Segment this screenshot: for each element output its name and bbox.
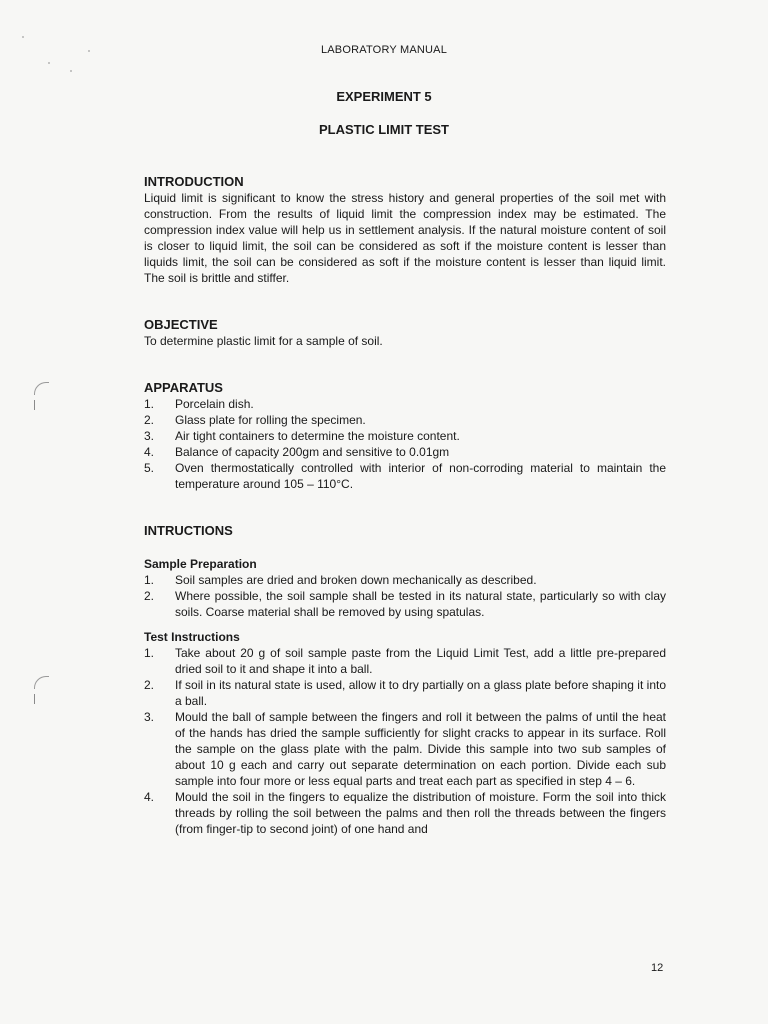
objective-text: To determine plastic limit for a sample of soil.: [144, 334, 383, 348]
list-item: 3. Mould the ball of sample between the fingers and roll it between the palms of until the heat of the hands has dried the sample sufficiently for slight cracks to appear in its surface. Roll the sample on the glass plate with the palm. Divide this sample into two sub samples of about 10 g each and carry out separate determination on each portion. Divide each sub sample into four more or less equal parts and treat each part as specified in step 4 – 6.: [144, 710, 666, 788]
list-item: 1. Take about 20 g of soil sample paste from the Liquid Limit Test, add a little pre-prepared dried soil to it and shape it into a ball.: [144, 646, 666, 676]
binder-hole-mark: [34, 382, 49, 395]
scan-speck: [48, 62, 50, 64]
list-item: 2. If soil in its natural state is used, allow it to dry partially on a glass plate before shaping it into a ball.: [144, 678, 666, 708]
introduction-heading: INTRODUCTION: [144, 174, 244, 189]
running-header: LABORATORY MANUAL: [320, 44, 448, 56]
apparatus-list: [144, 396, 666, 492]
sample-preparation-list: [144, 572, 666, 620]
introduction-text: Liquid limit is significant to know the stress history and general properties of the soil met with construction. From the results of liquid limit the compression index may be estimated. The compression index value will help us in settlement analysis. If the natural moisture content of soil is closer to liquid limit, the soil can be considered as soft if the moisture content is lesser than liquids limit, the soil can be considered as soft if the moisture content is lesser than liquid limit. The soil is brittle and stiffer.: [144, 191, 666, 285]
binder-hole-mark: [34, 676, 49, 689]
instructions-heading: INTRUCTIONS: [144, 523, 233, 538]
binder-hole-mark: [34, 400, 35, 410]
list-item: 2. Glass plate for rolling the specimen.: [144, 413, 366, 427]
scan-speck: [22, 36, 24, 38]
list-item: 4. Mould the soil in the fingers to equalize the distribution of moisture. Form the soil into thick threads by rolling the soil between the palms and then roll the threads between the fingers (from finger-tip to second joint) of one hand and: [144, 790, 666, 836]
list-item: 4. Balance of capacity 200gm and sensitive to 0.01gm: [144, 445, 450, 459]
main-content: [144, 174, 666, 837]
experiment-number: EXPERIMENT 5: [336, 89, 432, 104]
list-item: 5. Oven thermostatically controlled with interior of non-corroding material to maintain the temperature around 105 – 110°C.: [144, 461, 666, 491]
apparatus-section: [144, 380, 666, 492]
experiment-title: PLASTIC LIMIT TEST: [319, 122, 449, 137]
apparatus-heading: APPARATUS: [144, 380, 223, 395]
test-instructions-list: [144, 645, 666, 837]
sample-preparation-heading: Sample Preparation: [144, 557, 257, 571]
list-item: 1. Porcelain dish.: [144, 397, 254, 411]
scan-speck: [70, 70, 72, 72]
instructions-section: [144, 523, 666, 837]
list-item: 2. Where possible, the soil sample shall be tested in its natural state, particularly so with clay soils. Coarse material shall be removed by using spatulas.: [144, 589, 666, 619]
objective-heading: OBJECTIVE: [144, 317, 218, 332]
binder-hole-mark: [34, 694, 35, 704]
objective-section: [144, 317, 666, 349]
list-item: 1. Soil samples are dried and broken down mechanically as described.: [144, 573, 537, 587]
page-number: 12: [651, 962, 664, 974]
list-item: 3. Air tight containers to determine the moisture content.: [144, 429, 460, 443]
introduction-section: [144, 174, 666, 286]
test-instructions-heading: Test Instructions: [144, 630, 240, 644]
